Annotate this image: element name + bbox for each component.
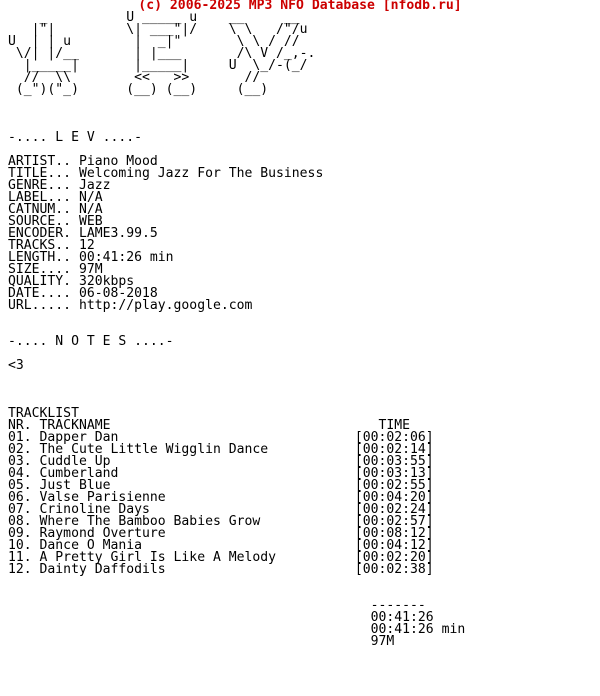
info-tracks: TRACKS.. 12 (8, 238, 95, 253)
tracklist-title: TRACKLIST (8, 406, 79, 421)
blank-line (8, 372, 465, 384)
info-date: DATE.... 06-08-2018 (8, 286, 158, 301)
nfo-text (8, 12, 465, 648)
track-row: 03. Cuddle Up [00:03:55] (8, 454, 434, 469)
totals-size: 97M (8, 634, 395, 649)
blank-line (8, 312, 465, 324)
info-label: LABEL... N/A (8, 190, 103, 205)
ascii-art-line: \/| |/__ | |___ /\ V /_,-. (8, 46, 316, 61)
track-row: 10. Dance O Mania [00:04:12] (8, 538, 434, 553)
totals-time-min: 00:41:26 min (8, 622, 466, 637)
ascii-art-line: // \\ << >> // (8, 70, 261, 85)
info-encoder: ENCODER. LAME3.99.5 (8, 226, 158, 241)
ascii-art-logo (8, 12, 465, 96)
totals-time: 00:41:26 (8, 610, 434, 625)
track-row: 12. Dainty Daffodils [00:02:38] (8, 562, 434, 577)
info-source: SOURCE.. WEB (8, 214, 103, 229)
track-row: 05. Just Blue [00:02:55] (8, 478, 434, 493)
track-row: 04. Cumberland [00:03:13] (8, 466, 434, 481)
ascii-art-line: |"| \| ___"|/ \ \ /"/u (8, 22, 308, 37)
info-quality: QUALITY. 320kbps (8, 274, 135, 289)
info-length: LENGTH.. 00:41:26 min (8, 250, 174, 265)
section-title-notes: -.... N O T E S ....- (8, 334, 174, 349)
tracklist-header: NR. TRACKNAME TIME (8, 418, 411, 433)
ascii-art-line: U | | u | _|" \ \ / // (8, 34, 300, 49)
info-title: TITLE... Welcoming Jazz For The Business (8, 166, 324, 181)
notes-text: <3 (8, 358, 24, 373)
blank-line (8, 576, 465, 588)
info-genre: GENRE... Jazz (8, 178, 111, 193)
track-row: 02. The Cute Little Wigglin Dance [00:02:14] (8, 442, 434, 457)
ascii-art-line: (_")("_) (__) (__) (__) (8, 82, 269, 97)
track-row: 06. Valse Parisienne [00:04:20] (8, 490, 434, 505)
ascii-art-line: |_____| |_____| U \_/-(_/ (8, 58, 308, 73)
info-catnum: CATNUM.. N/A (8, 202, 103, 217)
track-row: 11. A Pretty Girl Is Like A Melody [00:02:20] (8, 550, 434, 565)
blank-line (8, 384, 465, 396)
site-header[interactable]: (c) 2006-2025 MP3 NFO Database [nfodb.ru] (138, 0, 462, 13)
blank-line (8, 348, 465, 360)
track-row: 01. Dapper Dan [00:02:06] (8, 430, 434, 445)
ascii-art-line: _ U _____ u __ __ (8, 10, 300, 25)
track-row: 08. Where The Bamboo Babies Grow [00:02:57] (8, 514, 434, 529)
info-artist: ARTIST.. Piano Mood (8, 154, 158, 169)
info-url: URL..... http://play.google.com (8, 298, 253, 313)
info-size: SIZE.... 97M (8, 262, 103, 277)
track-row: 09. Raymond Overture [00:08:12] (8, 526, 434, 541)
blank-line (8, 96, 465, 108)
track-row: 07. Crinoline Days [00:02:24] (8, 502, 434, 517)
blank-line (8, 108, 465, 120)
totals-separator: ------- (8, 598, 426, 613)
section-title-lev: -.... L E V ....- (8, 130, 143, 145)
